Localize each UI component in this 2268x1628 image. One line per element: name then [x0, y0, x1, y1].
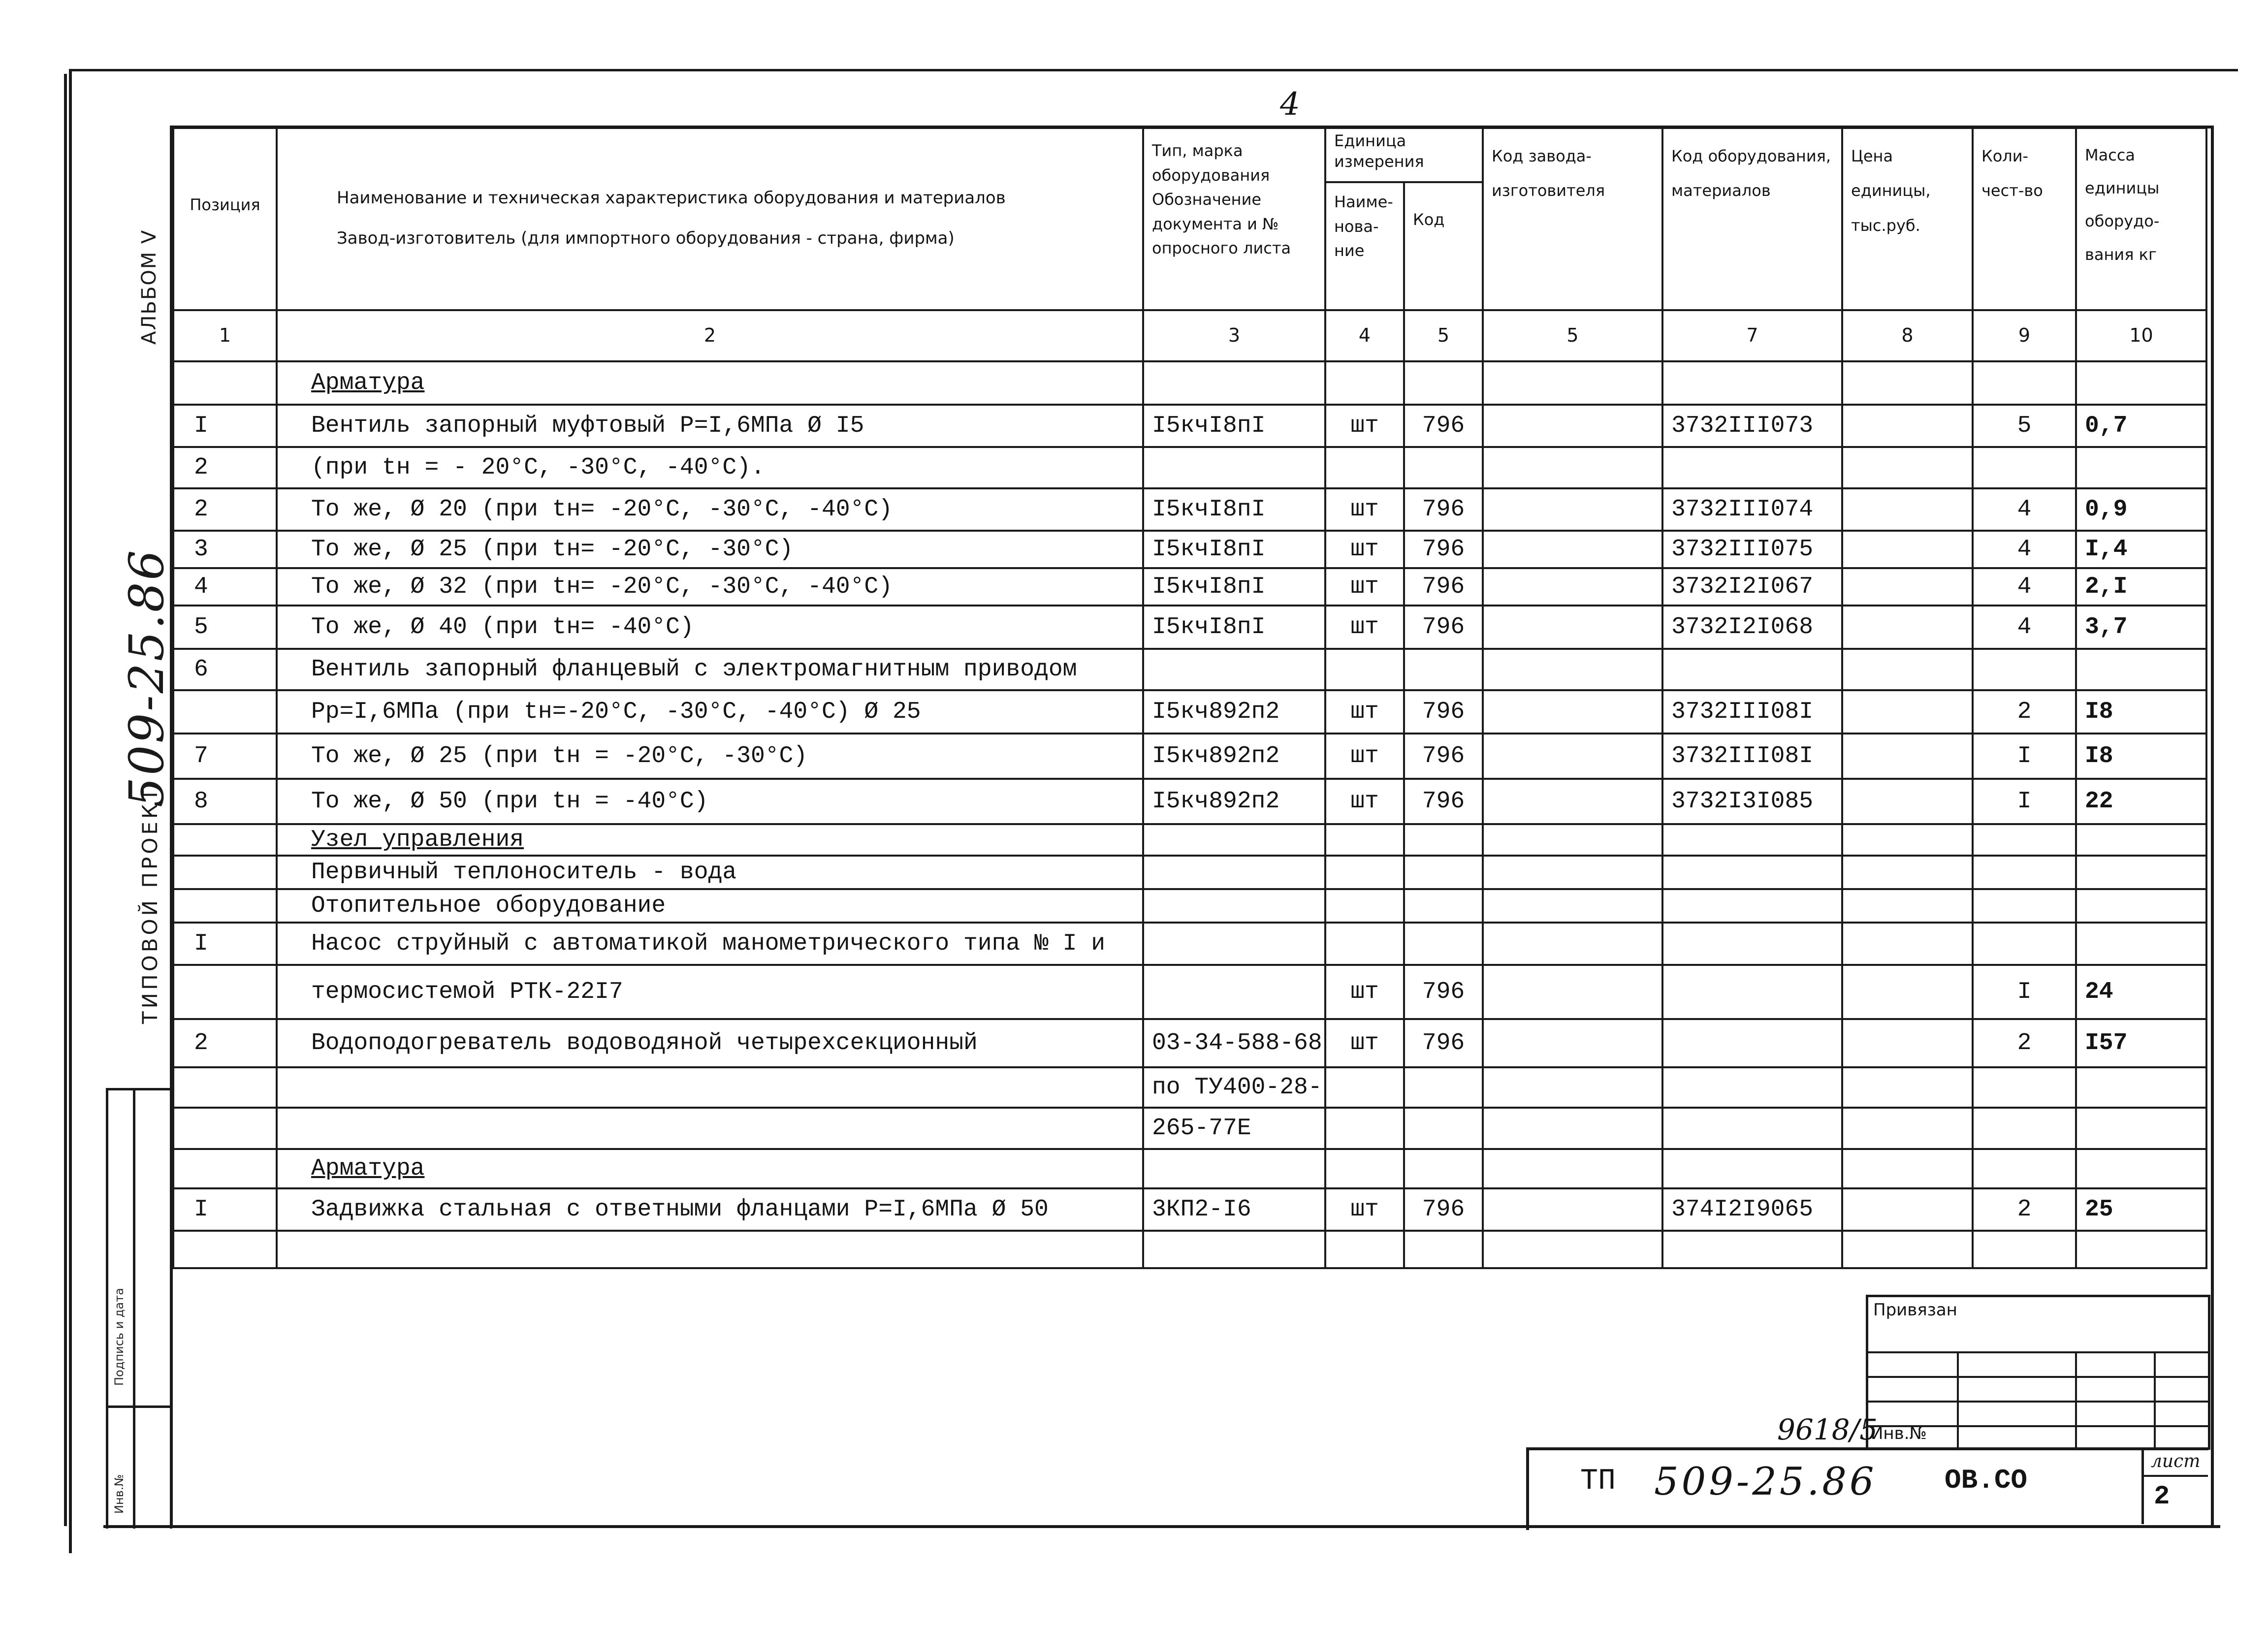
row-position: [173, 1149, 277, 1188]
header-row-top: [173, 128, 2206, 182]
row-price: [1842, 1067, 1973, 1108]
row-position: I: [173, 405, 277, 447]
row-price: [1842, 1188, 1973, 1231]
row-maker-code: [1483, 824, 1662, 856]
header-name-line1: Наименование и техническая характеристика оборудования и материалов: [337, 188, 1006, 208]
row-price: [1842, 965, 1973, 1019]
row-type: [1143, 889, 1325, 923]
row-price: [1842, 1231, 1973, 1268]
row-maker-code: [1483, 1231, 1662, 1268]
row-equipment-code: 3732III08I: [1662, 690, 1842, 734]
stamp-column-line: [2154, 1351, 2156, 1450]
row-type: по ТУ400-28-: [1143, 1067, 1325, 1108]
row-quantity: [1973, 361, 2076, 405]
row-unit: [1325, 889, 1404, 923]
row-price: [1842, 447, 1973, 488]
table-row: [173, 568, 2206, 606]
row-position: [173, 1067, 277, 1108]
row-mass: [2076, 361, 2206, 405]
row-equipment-code: [1662, 856, 1842, 889]
row-name: Отопительное оборудование: [277, 889, 1143, 923]
row-quantity: [1973, 856, 2076, 889]
row-quantity: 2: [1973, 1188, 2076, 1231]
row-type: I5кч892п2: [1143, 734, 1325, 779]
row-quantity: I: [1973, 779, 2076, 824]
row-name: (при tн = - 20°С, -30°С, -40°С).: [277, 447, 1143, 488]
row-name: [277, 1231, 1143, 1268]
row-name: Арматура: [277, 1149, 1143, 1188]
row-price: [1842, 889, 1973, 923]
row-maker-code: [1483, 923, 1662, 965]
row-unit: [1325, 1067, 1404, 1108]
table-row: [173, 824, 2206, 856]
row-mass: 3,7: [2076, 606, 2206, 649]
row-position: 3: [173, 531, 277, 568]
row-name: То же, Ø 50 (при tн = -40°С): [277, 779, 1143, 824]
row-mass: I,4: [2076, 531, 2206, 568]
row-equipment-code: [1662, 923, 1842, 965]
row-unit: шт: [1325, 1188, 1404, 1231]
row-unit: шт: [1325, 734, 1404, 779]
row-unit-code: 796: [1404, 1188, 1483, 1231]
row-quantity: [1973, 1149, 2076, 1188]
row-type: I5кчI8пI: [1143, 606, 1325, 649]
row-maker-code: [1483, 361, 1662, 405]
row-maker-code: [1483, 531, 1662, 568]
column-number: 2: [277, 310, 1143, 361]
row-quantity: [1973, 649, 2076, 690]
row-type: [1143, 1231, 1325, 1268]
row-maker-code: [1483, 606, 1662, 649]
row-quantity: I: [1973, 734, 2076, 779]
stamp-line: [1868, 1401, 2208, 1403]
row-name: То же, Ø 25 (при tн= -20°С, -30°С): [277, 531, 1143, 568]
row-position: 8: [173, 779, 277, 824]
table-row: [173, 649, 2206, 690]
row-price: [1842, 405, 1973, 447]
row-equipment-code: [1662, 1019, 1842, 1067]
sheet-label: лист: [2151, 1451, 2201, 1471]
title-project-number: 509-25.86: [1654, 1460, 1877, 1504]
row-equipment-code: 3732III08I: [1662, 734, 1842, 779]
row-unit-code: 796: [1404, 690, 1483, 734]
row-equipment-code: [1662, 1231, 1842, 1268]
row-unit-code: 796: [1404, 488, 1483, 531]
row-equipment-code: 3732III075: [1662, 531, 1842, 568]
specification-table: [172, 127, 2207, 1269]
row-quantity: 4: [1973, 531, 2076, 568]
row-mass: I57: [2076, 1019, 2206, 1067]
row-unit-code: [1404, 923, 1483, 965]
row-type: [1143, 649, 1325, 690]
row-price: [1842, 923, 1973, 965]
row-maker-code: [1483, 1019, 1662, 1067]
row-quantity: [1973, 824, 2076, 856]
table-row: [173, 488, 2206, 531]
row-mass: [2076, 1108, 2206, 1149]
row-equipment-code: [1662, 824, 1842, 856]
row-type: [1143, 923, 1325, 965]
row-unit-code: [1404, 447, 1483, 488]
table-row: [173, 734, 2206, 779]
stamp-column-line: [1957, 1351, 1959, 1450]
sheet-divider: [2144, 1475, 2208, 1477]
row-name: [277, 1108, 1143, 1149]
row-name: Вентиль запорный фланцевый с электромагнитным приводом: [277, 649, 1143, 690]
table-row: [173, 606, 2206, 649]
row-name: [277, 1067, 1143, 1108]
row-quantity: 4: [1973, 568, 2076, 606]
row-quantity: [1973, 1067, 2076, 1108]
row-unit-code: [1404, 824, 1483, 856]
row-unit: шт: [1325, 531, 1404, 568]
row-unit: шт: [1325, 568, 1404, 606]
row-unit-code: 796: [1404, 568, 1483, 606]
row-unit-code: [1404, 649, 1483, 690]
row-price: [1842, 1019, 1973, 1067]
row-unit: шт: [1325, 488, 1404, 531]
row-name: Узел управления: [277, 824, 1143, 856]
row-unit-code: [1404, 1108, 1483, 1149]
row-unit: [1325, 856, 1404, 889]
row-type: [1143, 856, 1325, 889]
row-mass: 0,9: [2076, 488, 2206, 531]
left-binding-rule: [64, 74, 67, 1526]
row-mass: [2076, 889, 2206, 923]
row-equipment-code: [1662, 649, 1842, 690]
row-type: I5кч892п2: [1143, 690, 1325, 734]
handwritten-number: 9618/5: [1777, 1413, 1878, 1446]
row-mass: 24: [2076, 965, 2206, 1019]
row-position: 2: [173, 488, 277, 531]
row-mass: [2076, 447, 2206, 488]
row-unit: [1325, 361, 1404, 405]
side-project-number: 509-25.86: [119, 548, 174, 807]
row-price: [1842, 568, 1973, 606]
row-mass: I8: [2076, 690, 2206, 734]
column-number: 1: [173, 310, 277, 361]
row-quantity: I: [1973, 965, 2076, 1019]
column-number: 10: [2076, 310, 2206, 361]
row-maker-code: [1483, 405, 1662, 447]
project-type-label: ТИПОВОЙ ПРОЕКТ: [138, 785, 162, 1024]
margin-signature-label: Подпись и дата: [112, 1288, 126, 1386]
row-position: [173, 824, 277, 856]
column-number: 4: [1325, 310, 1404, 361]
row-equipment-code: [1662, 1149, 1842, 1188]
row-name: термосистемой РТК-22I7: [277, 965, 1143, 1019]
row-equipment-code: 3732III074: [1662, 488, 1842, 531]
title-doc-code: ОВ.СО: [1945, 1465, 2028, 1496]
row-unit: [1325, 824, 1404, 856]
row-equipment-code: [1662, 1108, 1842, 1149]
row-position: I: [173, 923, 277, 965]
row-maker-code: [1483, 1067, 1662, 1108]
row-unit-code: 796: [1404, 965, 1483, 1019]
stamp-line: [1868, 1351, 2208, 1353]
row-unit-code: [1404, 1231, 1483, 1268]
row-mass: [2076, 923, 2206, 965]
row-name: То же, Ø 25 (при tн = -20°С, -30°С): [277, 734, 1143, 779]
row-type: 03-34-588-68: [1143, 1019, 1325, 1067]
row-maker-code: [1483, 1188, 1662, 1231]
row-name: То же, Ø 40 (при tн= -40°С): [277, 606, 1143, 649]
margin-divider: [108, 1405, 170, 1408]
row-name: Первичный теплоноситель - вода: [277, 856, 1143, 889]
row-unit: шт: [1325, 606, 1404, 649]
row-unit: шт: [1325, 690, 1404, 734]
row-equipment-code: 3732III073: [1662, 405, 1842, 447]
row-equipment-code: 374I2I9065: [1662, 1188, 1842, 1231]
row-price: [1842, 531, 1973, 568]
page-mark: 4: [1280, 86, 1300, 123]
row-position: [173, 965, 277, 1019]
row-name: Задвижка стальная с ответными фланцами Р=I,6МПа Ø 50: [277, 1188, 1143, 1231]
row-quantity: 5: [1973, 405, 2076, 447]
table-row: [173, 1149, 2206, 1188]
row-price: [1842, 690, 1973, 734]
inventory-label: Инв.№: [1871, 1424, 1927, 1443]
row-price: [1842, 824, 1973, 856]
row-maker-code: [1483, 649, 1662, 690]
header-unit-group: Единица измерения: [1325, 128, 1483, 182]
row-equipment-code: [1662, 889, 1842, 923]
row-equipment-code: 3732I2I068: [1662, 606, 1842, 649]
column-number: 5: [1404, 310, 1483, 361]
header-name-line2: Завод-изготовитель (для импортного оборудования - страна, фирма): [337, 228, 955, 248]
row-price: [1842, 734, 1973, 779]
row-position: I: [173, 1188, 277, 1231]
row-unit: [1325, 447, 1404, 488]
row-price: [1842, 361, 1973, 405]
row-maker-code: [1483, 1149, 1662, 1188]
row-unit: [1325, 923, 1404, 965]
row-position: [173, 690, 277, 734]
row-mass: 22: [2076, 779, 2206, 824]
row-quantity: 4: [1973, 488, 2076, 531]
header-mass: Масса единицы оборудо-вания кг: [2076, 128, 2206, 310]
row-type: [1143, 824, 1325, 856]
row-name: Насос струйный с автоматикой манометрического типа № I и: [277, 923, 1143, 965]
row-type: I5кчI8пI: [1143, 405, 1325, 447]
row-unit-code: 796: [1404, 734, 1483, 779]
row-unit-code: [1404, 1067, 1483, 1108]
row-equipment-code: 3732I3I085: [1662, 779, 1842, 824]
row-price: [1842, 856, 1973, 889]
margin-inventory-label: Инв.№: [112, 1474, 126, 1514]
row-quantity: 2: [1973, 690, 2076, 734]
row-unit-code: [1404, 1149, 1483, 1188]
row-maker-code: [1483, 889, 1662, 923]
row-position: 2: [173, 1019, 277, 1067]
row-unit-code: 796: [1404, 405, 1483, 447]
row-mass: I8: [2076, 734, 2206, 779]
row-price: [1842, 1108, 1973, 1149]
stamp-column-line: [2075, 1351, 2077, 1450]
row-unit: шт: [1325, 405, 1404, 447]
table-row: [173, 361, 2206, 405]
row-type: I5кчI8пI: [1143, 488, 1325, 531]
table-row: [173, 856, 2206, 889]
row-maker-code: [1483, 488, 1662, 531]
album-label: АЛЬБОМ V: [138, 229, 160, 345]
row-unit: [1325, 649, 1404, 690]
header-type: Тип, марка оборудования Обозначение документа и № опросного листа: [1143, 128, 1325, 310]
column-number: 8: [1842, 310, 1973, 361]
row-type: I5кч892п2: [1143, 779, 1325, 824]
row-unit-code: [1404, 889, 1483, 923]
column-number: 9: [1973, 310, 2076, 361]
column-number: 7: [1662, 310, 1842, 361]
row-maker-code: [1483, 779, 1662, 824]
row-maker-code: [1483, 965, 1662, 1019]
row-quantity: 2: [1973, 1019, 2076, 1067]
row-mass: [2076, 824, 2206, 856]
row-unit: [1325, 1149, 1404, 1188]
row-type: I5кчI8пI: [1143, 568, 1325, 606]
row-name: Водоподогреватель водоводяной четырехсекционный: [277, 1019, 1143, 1067]
table-row: [173, 1108, 2206, 1149]
row-unit-code: 796: [1404, 531, 1483, 568]
table-row: [173, 779, 2206, 824]
row-quantity: [1973, 1231, 2076, 1268]
row-equipment-code: [1662, 447, 1842, 488]
row-position: [173, 1231, 277, 1268]
row-quantity: [1973, 889, 2076, 923]
row-quantity: [1973, 923, 2076, 965]
row-price: [1842, 488, 1973, 531]
row-unit-code: 796: [1404, 779, 1483, 824]
row-position: 5: [173, 606, 277, 649]
row-quantity: [1973, 1108, 2076, 1149]
row-maker-code: [1483, 856, 1662, 889]
row-equipment-code: [1662, 965, 1842, 1019]
row-position: 4: [173, 568, 277, 606]
attached-label: Привязан: [1873, 1300, 1957, 1320]
header-name: [277, 128, 1143, 310]
table-row: [173, 447, 2206, 488]
row-mass: 25: [2076, 1188, 2206, 1231]
row-name: То же, Ø 20 (при tн= -20°С, -30°С, -40°С): [277, 488, 1143, 531]
row-position: [173, 361, 277, 405]
row-price: [1842, 649, 1973, 690]
row-price: [1842, 1149, 1973, 1188]
row-position: [173, 1108, 277, 1149]
specification-rows: [173, 361, 2206, 1268]
row-position: 7: [173, 734, 277, 779]
row-mass: 0,7: [2076, 405, 2206, 447]
row-type: 3КП2-I6: [1143, 1188, 1325, 1231]
table-row: [173, 1019, 2206, 1067]
row-unit: [1325, 1108, 1404, 1149]
table-row: [173, 889, 2206, 923]
row-maker-code: [1483, 734, 1662, 779]
column-number-row: [173, 310, 2206, 361]
margin-split: [133, 1090, 135, 1529]
row-price: [1842, 779, 1973, 824]
table-row: [173, 1231, 2206, 1268]
row-unit-code: [1404, 361, 1483, 405]
header-position: Позиция: [173, 128, 277, 310]
row-name: Вентиль запорный муфтовый Р=I,6МПа Ø I5: [277, 405, 1143, 447]
row-price: [1842, 606, 1973, 649]
row-quantity: [1973, 447, 2076, 488]
row-unit-code: 796: [1404, 1019, 1483, 1067]
header-price: Цена единицы, тыс.руб.: [1842, 128, 1973, 310]
row-position: 6: [173, 649, 277, 690]
sheet-number-box: [2141, 1450, 2208, 1524]
row-mass: [2076, 1231, 2206, 1268]
row-unit: шт: [1325, 1019, 1404, 1067]
column-number: 3: [1143, 310, 1325, 361]
stamp-line: [1868, 1376, 2208, 1378]
row-equipment-code: [1662, 1067, 1842, 1108]
header-quantity: Коли-чест-во: [1973, 128, 2076, 310]
table-row: [173, 1067, 2206, 1108]
table-row: [173, 923, 2206, 965]
row-maker-code: [1483, 568, 1662, 606]
table-row: [173, 1188, 2206, 1231]
row-type: [1143, 965, 1325, 1019]
row-position: [173, 856, 277, 889]
row-equipment-code: 3732I2I067: [1662, 568, 1842, 606]
row-type: [1143, 361, 1325, 405]
row-unit: шт: [1325, 965, 1404, 1019]
row-name: Рр=I,6МПа (при tн=-20°С, -30°С, -40°С) Ø 25: [277, 690, 1143, 734]
row-position: 2: [173, 447, 277, 488]
margin-stamp: [106, 1088, 172, 1529]
row-unit: [1325, 1231, 1404, 1268]
row-maker-code: [1483, 447, 1662, 488]
row-type: 265-77Е: [1143, 1108, 1325, 1149]
row-mass: [2076, 1149, 2206, 1188]
header-unit-code: Код: [1404, 182, 1483, 310]
column-number: 5: [1483, 310, 1662, 361]
header-unit-name: Наиме-нова-ние: [1325, 182, 1404, 310]
row-mass: [2076, 649, 2206, 690]
row-quantity: 4: [1973, 606, 2076, 649]
row-maker-code: [1483, 690, 1662, 734]
row-maker-code: [1483, 1108, 1662, 1149]
row-unit-code: [1404, 856, 1483, 889]
sheet-number: 2: [2154, 1482, 2170, 1512]
title-tp: ТП: [1580, 1465, 1616, 1498]
row-type: I5кчI8пI: [1143, 531, 1325, 568]
row-mass: [2076, 856, 2206, 889]
row-unit: шт: [1325, 779, 1404, 824]
table-row: [173, 690, 2206, 734]
row-mass: 2,I: [2076, 568, 2206, 606]
row-position: [173, 889, 277, 923]
table-row: [173, 531, 2206, 568]
row-name: То же, Ø 32 (при tн= -20°С, -30°С, -40°С): [277, 568, 1143, 606]
row-equipment-code: [1662, 361, 1842, 405]
header-equipment-code: Код оборудования, материалов: [1662, 128, 1842, 310]
row-name: Арматура: [277, 361, 1143, 405]
row-type: [1143, 447, 1325, 488]
row-mass: [2076, 1067, 2206, 1108]
row-unit-code: 796: [1404, 606, 1483, 649]
table-row: [173, 965, 2206, 1019]
header-maker-code: Код завода-изготовителя: [1483, 128, 1662, 310]
table-row: [173, 405, 2206, 447]
row-type: [1143, 1149, 1325, 1188]
